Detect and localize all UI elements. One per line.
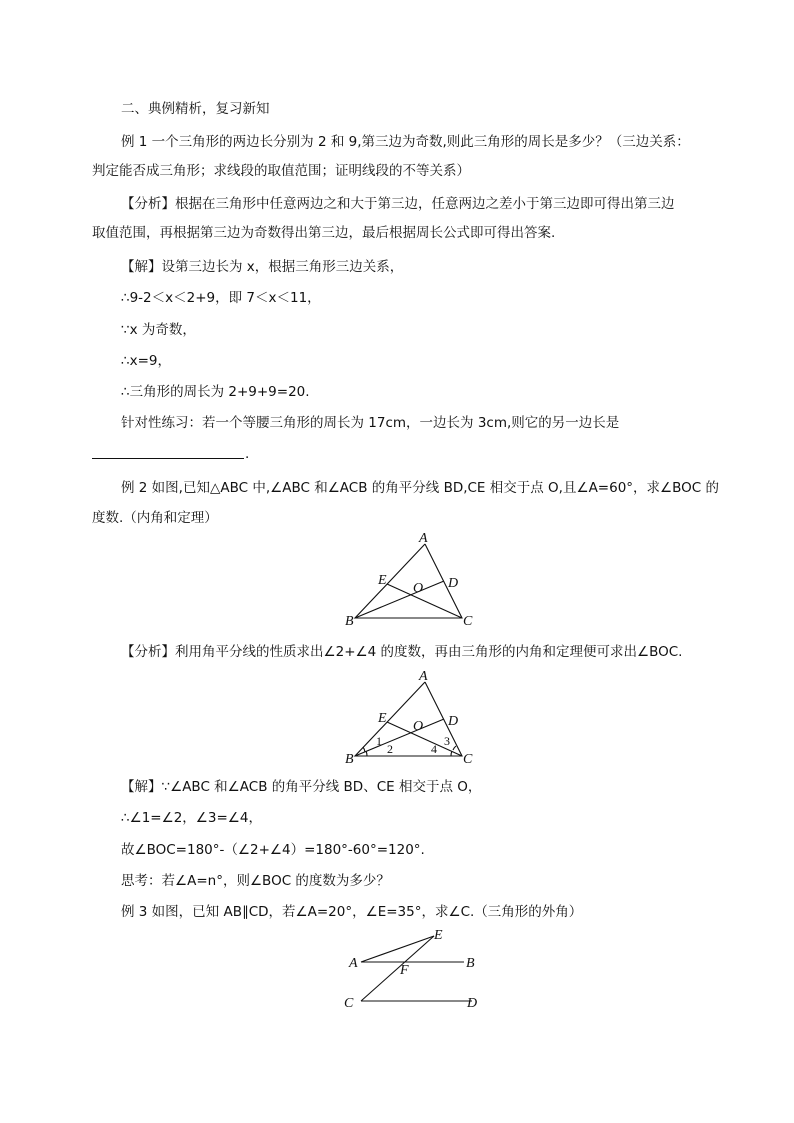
segment-ce: [361, 936, 434, 1001]
practice-question: 针对性练习：若一个等腰三角形的周长为 17cm，一边长为 3cm,则它的另一边长是: [121, 415, 620, 431]
example-1-analysis-line-1: 【分析】根据在三角形中任意两边之和大于第三边，任意两边之差小于第三边即可得出第三边: [121, 196, 675, 212]
angle-arc-c: [451, 751, 452, 756]
example-1-solution-line-5: ∴三角形的周长为 2+9+9=20.: [121, 384, 310, 400]
example-2-line-1: 例 2 如图,已知△ABC 中,∠ABC 和∠ACB 的角平分线 BD,CE 相交于点 O,且∠A=60°，求∠BOC 的: [121, 480, 720, 496]
example-2-solution-line-3: 故∠BOC=180°-（∠2+∠4）=180°-60°=120°.: [121, 842, 425, 858]
label-a: A: [419, 670, 428, 684]
example-2-solution-line-2: ∴∠1=∠2，∠3=∠4，: [121, 810, 262, 826]
angle-arc-b-inner: [363, 747, 365, 752]
answer-blank: [92, 458, 244, 459]
example-2-analysis: 【分析】利用角平分线的性质求出∠2+∠4 的度数，再由三角形的内角和定理便可求出∠BOC.: [121, 644, 683, 660]
label-d: D: [467, 996, 478, 1011]
label-c: C: [463, 614, 473, 629]
triangle-bisectors-figure-2: [330, 670, 490, 770]
angle-arc-b: [366, 751, 367, 756]
label-o: O: [413, 581, 424, 596]
example-1-line-2: 判定能否成三角形；求线段的取值范围；证明线段的不等关系）: [92, 163, 470, 179]
bisector-bd: [355, 581, 444, 618]
label-b: B: [345, 614, 354, 629]
answer-blank-period: .: [245, 446, 250, 462]
angle-label-3: 3: [444, 734, 450, 748]
example-1-line-1: 例 1 一个三角形的两边长分别为 2 和 9,第三边为奇数,则此三角形的周长是多少？（三边关系：: [121, 134, 690, 150]
section-heading: 二、典例精析，复习新知: [121, 101, 270, 117]
triangle-abc: [355, 544, 462, 618]
example-2-line-2: 度数.（内角和定理）: [92, 510, 218, 526]
angle-label-4: 4: [431, 742, 437, 756]
angle-label-2: 2: [387, 742, 393, 756]
label-a: A: [419, 532, 428, 546]
label-e: E: [378, 573, 387, 588]
label-b: B: [466, 956, 475, 971]
label-c: C: [463, 752, 473, 767]
parallel-lines-figure: [340, 925, 490, 1013]
example-1-solution-line-4: ∴x=9，: [121, 353, 171, 369]
example-1-solution-line-2: ∴9-2＜x＜2+9，即 7＜x＜11，: [121, 290, 321, 306]
example-1-solution-line-1: 【解】设第三边长为 x，根据三角形三边关系，: [121, 259, 404, 275]
example-1-solution-line-3: ∵x 为奇数，: [121, 322, 196, 338]
think-question: 思考：若∠A=n°，则∠BOC 的度数为多少？: [121, 873, 390, 889]
triangle-bisectors-figure-1: [330, 532, 490, 632]
label-o: O: [413, 719, 424, 734]
example-1-analysis-line-2: 取值范围，再根据第三边为奇数得出第三边，最后根据周长公式即可得出答案.: [92, 225, 556, 241]
label-c: C: [344, 996, 354, 1011]
example-2-solution-line-1: 【解】∵∠ABC 和∠ACB 的角平分线 BD、CE 相交于点 O，: [121, 779, 482, 795]
label-d: D: [448, 714, 459, 729]
label-f: F: [400, 963, 409, 978]
label-a: A: [349, 956, 358, 971]
label-b: B: [345, 752, 354, 767]
angle-label-1: 1: [376, 734, 382, 748]
angle-arc-c-inner: [453, 746, 456, 750]
label-e: E: [434, 928, 443, 943]
segment-ae: [361, 936, 434, 962]
label-e: E: [378, 711, 387, 726]
example-3-line-1: 例 3 如图，已知 AB∥CD，若∠A=20°，∠E=35°，求∠C.（三角形的外角）: [121, 904, 583, 920]
label-d: D: [448, 576, 459, 591]
